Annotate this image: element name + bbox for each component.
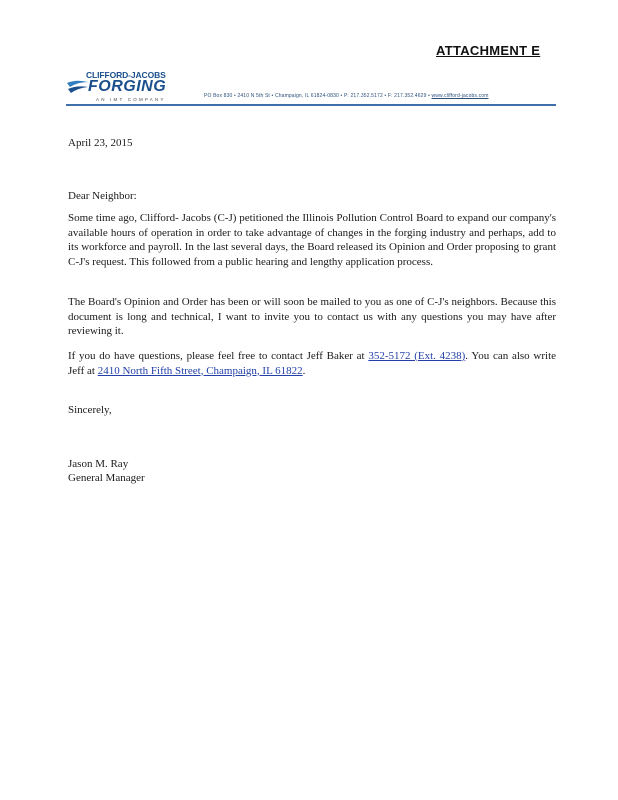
signer-name: Jason M. Ray bbox=[68, 458, 129, 470]
signer-title: General Manager bbox=[68, 472, 145, 484]
letter-closing: Sincerely, bbox=[68, 404, 112, 416]
logo-company-top: CLIFFORD-JACOBS bbox=[86, 70, 166, 80]
website-link[interactable]: www.clifford-jacobs.com bbox=[431, 93, 489, 99]
letter-date: April 23, 2015 bbox=[68, 137, 133, 149]
paragraph-3-text-1: If you do have questions, please feel free to contact Jeff Baker at bbox=[68, 350, 369, 362]
contact-line bbox=[204, 93, 489, 99]
company-logo bbox=[66, 70, 176, 106]
letter-paragraph-2: The Board's Opinion and Order has been or will soon be mailed to you as one of C-J's neighbors. Because this document is long and technical, I want to invite you to contact us with any questions you may have after reviewing it. bbox=[68, 296, 556, 337]
paragraph-3-text-2: . You can also write Jeff at bbox=[68, 350, 557, 377]
paragraph-3-text-3: . bbox=[302, 364, 306, 377]
phone-link[interactable]: 352-5172 (Ext. 4238) bbox=[368, 350, 466, 362]
letter-salutation: Dear Neighbor: bbox=[68, 190, 137, 202]
address-link[interactable]: 2410 North Fifth Street, Champaign, IL 61822 bbox=[97, 364, 303, 377]
swoosh-icon bbox=[66, 79, 90, 95]
logo-company-sub: AN IMT COMPANY bbox=[96, 97, 166, 102]
attachment-label: ATTACHMENT E bbox=[436, 43, 541, 58]
logo-company-main: FORGING bbox=[88, 78, 167, 95]
letter-paragraph-1: Some time ago, Clifford- Jacobs (C-J) petitioned the Illinois Pollution Control Board to expand our company's available hours of operation in order to take advantage of changes in the forging industry and perhaps, add to its workforce and payroll. In the last several days, the Board released its Opinion and Order proposing to grant C-J's request. This followed from a public hearing and lengthy application process. bbox=[68, 212, 556, 268]
contact-address: PO Box 830 • 2410 N 5th St • Champaign, IL 61824-0830 • P: 217.352.5172 • F: 217.352.4629 • bbox=[204, 93, 430, 99]
header-divider bbox=[66, 104, 556, 106]
letter-paragraph-3 bbox=[68, 349, 556, 378]
